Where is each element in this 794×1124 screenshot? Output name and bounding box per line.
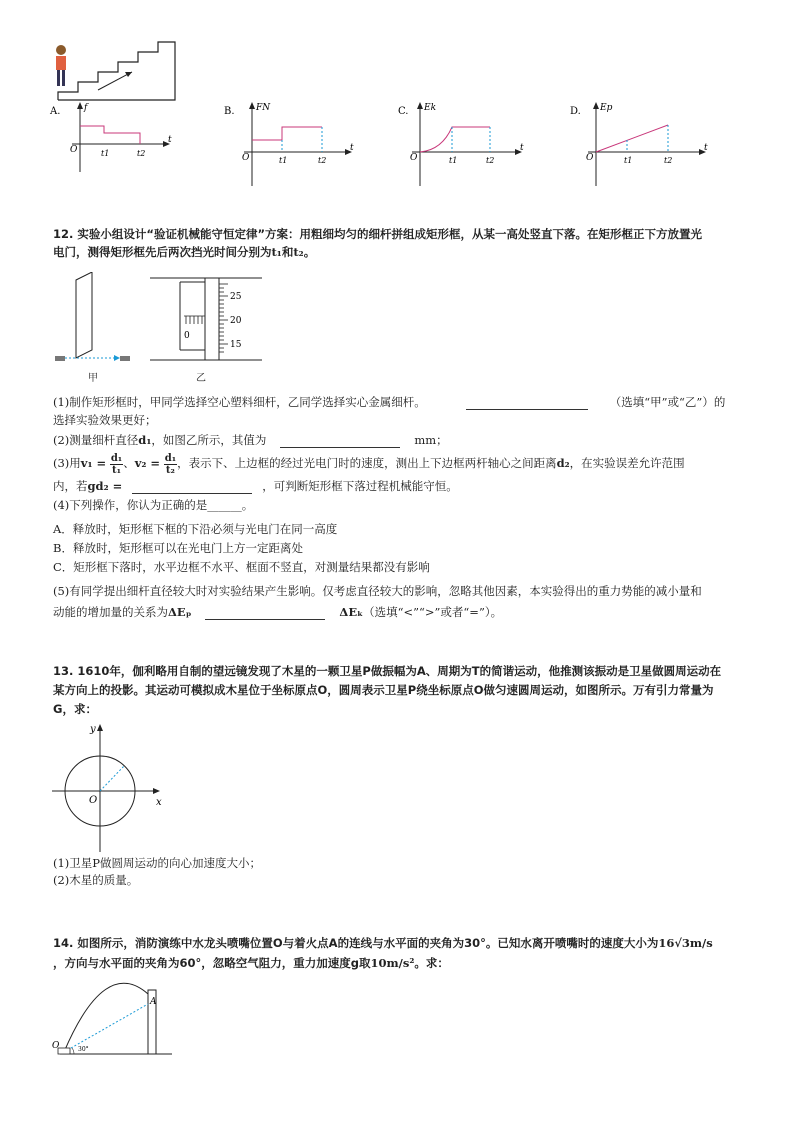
frac-d1-t1: $\frac{\text{d₁}}{\text{t₁}}$ <box>110 452 123 476</box>
svg-text:0: 0 <box>184 331 190 341</box>
q14-stem-line2: ，方向与水平面的夹角为60°，忽略空气阻力，重力加速度g取10m/s²。求： <box>53 956 449 970</box>
q12-part1-line2: 选择实验效果更好； <box>53 413 157 427</box>
svg-text:t1: t1 <box>624 156 633 165</box>
graph-d <box>568 100 718 190</box>
q12-part3-line2: 内，若gd₂ = ，可判断矩形框下落过程机械能守恒。 <box>53 479 458 493</box>
svg-text:t1: t1 <box>279 156 288 165</box>
figure-jia-label: 甲 <box>88 373 98 384</box>
svg-text:t1: t1 <box>101 149 110 158</box>
svg-text:O: O <box>52 1041 60 1051</box>
q14-stem-line1: 14. 如图所示，消防演练中水龙头喷嘴位置O与着火点A的连线与水平面的夹角为30°。已知水离开喷嘴时的速度大小为16√3m/s <box>53 936 713 950</box>
q13-sub2: (2)木星的质量。 <box>53 873 139 887</box>
svg-text:A: A <box>150 997 157 1007</box>
graph-a <box>48 100 178 178</box>
option-a-label: A. <box>50 106 61 117</box>
svg-text:t: t <box>520 143 524 153</box>
svg-text:30°: 30° <box>78 1046 89 1053</box>
q12-part1-line1: (1)制作矩形框时，甲同学选择空心塑料细杆，乙同学选择实心金属细杆。 （选填“甲”或“乙”）的 <box>53 395 726 409</box>
q13-stem-line2: 某方向上的投影。其运动可模拟成木星位于坐标原点O，圆周表示卫星P绕坐标原点O做匀速圆周运动，如图所示。万有引力常量为 <box>53 683 714 697</box>
svg-text:Ek: Ek <box>424 103 437 113</box>
option-c-label: C. <box>398 106 409 117</box>
svg-text:O: O <box>70 145 78 155</box>
q12-option-a: A．释放时，矩形框下框的下沿必须与光电门在同一高度 <box>53 522 338 536</box>
svg-text:t: t <box>704 143 708 153</box>
svg-text:t: t <box>168 135 172 145</box>
svg-text:x: x <box>156 797 162 808</box>
svg-text:y: y <box>90 724 96 735</box>
q12-option-c: C．矩形框下落时，水平边框不水平、框面不竖直，对测量结果都没有影响 <box>53 560 430 574</box>
q14-water-jet-figure <box>50 976 180 1058</box>
figure-jia <box>52 272 142 364</box>
q12-part5-line2: 动能的增加量的关系为ΔEₚ ΔEₖ（选填“<”“>”或者“=”）。 <box>53 605 503 619</box>
q12-part1-answer-blank[interactable] <box>466 397 588 410</box>
svg-text:t: t <box>350 143 354 153</box>
q12-part5-answer-blank[interactable] <box>205 607 325 620</box>
q12-stem-line1: 12. 实验小组设计“验证机械能守恒定律”方案：用粗细均匀的细杆拼组成矩形框，从某一高处竖直下落。在矩形框正下方放置光 <box>53 227 703 241</box>
figure-yi-caliper <box>150 272 265 364</box>
q13-stem-line1: 13. 1610年，伽利略用自制的望远镜发现了木星的一颗卫星P做振幅为A、周期为T的简谐运动，他推测该振动是卫星做圆周运动在 <box>53 664 722 678</box>
svg-text:O: O <box>410 153 418 163</box>
svg-text:O: O <box>242 153 250 163</box>
svg-text:25: 25 <box>230 292 242 302</box>
q13-orbit-figure <box>50 716 175 856</box>
q12-stem-line2: 电门，测得矩形框先后两次挡光时间分别为t₁和t₂。 <box>53 245 316 259</box>
frac-d1-t2: $\frac{\text{d₁}}{\text{t₂}}$ <box>164 452 177 476</box>
svg-text:15: 15 <box>230 340 242 350</box>
svg-text:FN: FN <box>256 103 271 113</box>
svg-text:f: f <box>84 103 88 113</box>
q12-part4: (4)下列操作，你认为正确的是______。 <box>53 498 254 512</box>
q12-part3-line1: (3)用v₁ = $\frac{\text{d₁}}{\text{t₁}}$ 、v₂ = $\frac{\text{d₁}}{\text{t₂}}$ ，表示下、上边框的经过光电门时的速度，测出上下边框两杆轴心之间距离d₂，在实验误差允许范围 <box>53 452 685 476</box>
q13-sub1: (1)卫星P做圆周运动的向心加速度大小； <box>53 856 262 870</box>
q12-part2-answer-blank[interactable] <box>280 435 400 448</box>
q13-stem-line3: G，求： <box>53 702 97 716</box>
q12-part3-answer-blank[interactable] <box>132 481 252 494</box>
svg-text:t1: t1 <box>449 156 458 165</box>
option-d-label: D. <box>570 106 581 117</box>
figure-yi-label: 乙 <box>196 373 206 384</box>
staircase-figure <box>50 10 180 105</box>
option-b-label: B. <box>224 106 235 117</box>
svg-text:t2: t2 <box>137 149 146 158</box>
svg-text:O: O <box>89 795 98 806</box>
svg-text:t2: t2 <box>664 156 673 165</box>
graph-b <box>222 100 362 190</box>
graph-c <box>396 100 536 190</box>
svg-text:Ep: Ep <box>600 103 613 113</box>
svg-text:O: O <box>586 153 594 163</box>
q12-part5-line1: (5)有同学提出细杆直径较大时对实验结果产生影响。仅考虑直径较大的影响，忽略其他因素，本实验得出的重力势能的减小量和 <box>53 584 702 598</box>
svg-text:t2: t2 <box>486 156 495 165</box>
caliper-scale-ticks <box>219 284 228 352</box>
svg-text:t2: t2 <box>318 156 327 165</box>
q12-option-b: B．释放时，矩形框可以在光电门上方一定距离处 <box>53 541 303 555</box>
q12-part2: (2)测量细杆直径d₁，如图乙所示，其值为 mm； <box>53 433 448 447</box>
svg-text:20: 20 <box>230 316 242 326</box>
